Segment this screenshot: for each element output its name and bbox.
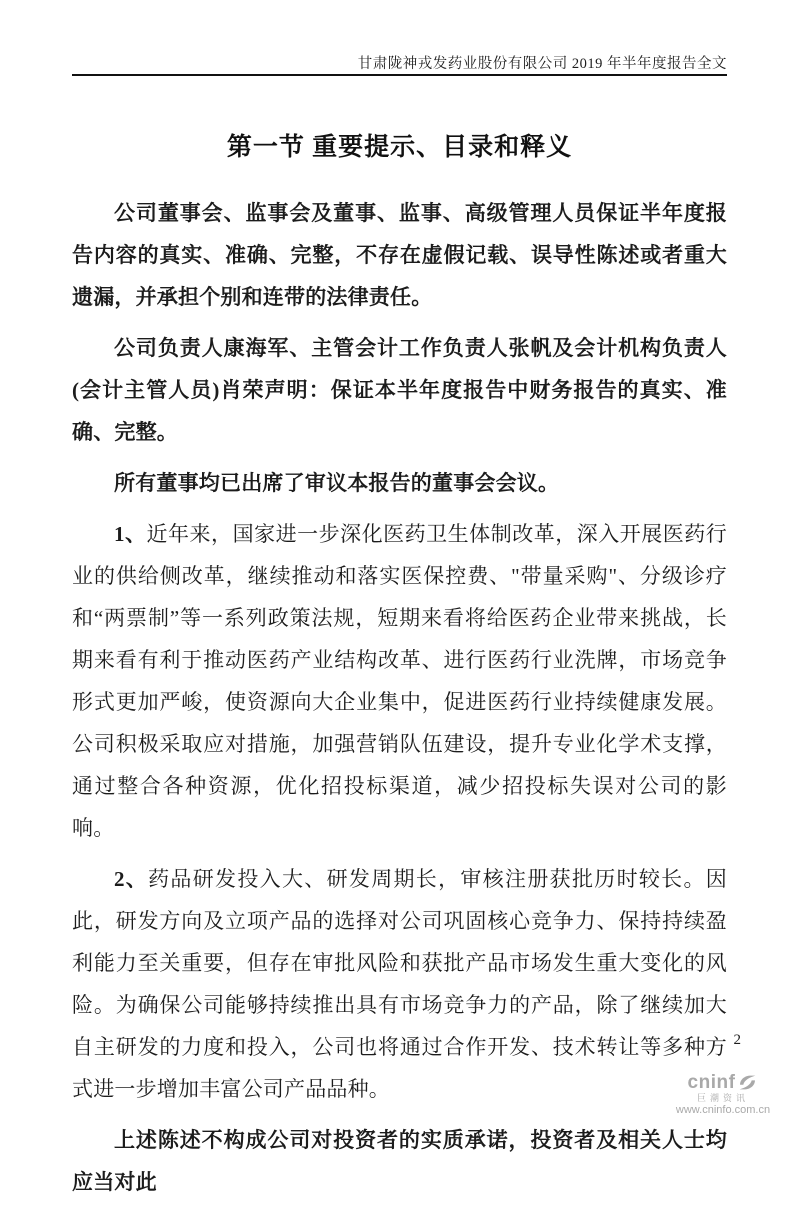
cninfo-logo-url: www.cninfo.com.cn bbox=[675, 1104, 771, 1117]
body-paragraphs bbox=[72, 192, 727, 1212]
paragraph-number: 1、 bbox=[114, 522, 147, 546]
cninfo-watermark bbox=[658, 1072, 788, 1117]
paragraph: 公司负责人康海军、主管会计工作负责人张帆及会计机构负责人(会计主管人员)肖荣声明：保证本半年度报告中财务报告的真实、准确、完整。 bbox=[72, 336, 727, 444]
cninfo-logo-subtitle: 巨潮资讯 bbox=[696, 1093, 749, 1104]
report-header: 甘肃陇神戎发药业股份有限公司 2019 年半年度报告全文 bbox=[357, 56, 727, 72]
paragraph: 上述陈述不构成公司对投资者的实质承诺，投资者及相关人士均应当对此 bbox=[72, 1128, 727, 1194]
paragraph: 公司董事会、监事会及董事、监事、高级管理人员保证半年度报告内容的真实、准确、完整，不存在虚假记载、误导性陈述或者重大遗漏，并承担个别和连带的法律责任。 bbox=[72, 201, 727, 309]
cninfo-logo-text: cninf bbox=[687, 1071, 736, 1093]
header-divider-rule bbox=[72, 74, 727, 76]
cninfo-swirl-icon bbox=[737, 1072, 758, 1093]
paragraph: 2、药品研发投入大、研发周期长，审核注册获批历时较长。因此，研发方向及立项产品的选择对公司巩固核心竞争力、保持持续盈利能力至关重要，但存在审批风险和获批产品市场发生重大变化的风险。为确保公司能够持续推出具有市场竞争力的产品，除了继续加大自主研发的力度和投入，公司也将通过合作开发、技术转让等多种方式进一步增加丰富公司产品品种。 bbox=[72, 867, 727, 1101]
section-title: 第一节 重要提示、目录和释义 bbox=[226, 134, 573, 161]
paragraph: 1、近年来，国家进一步深化医药卫生体制改革，深入开展医药行业的供给侧改革，继续推动和落实医保控费、"带量采购"、分级诊疗和“两票制”等一系列政策法规，短期来看将给医药企业带来挑战，长期来看有利于推动医药产业结构改革、进行医药行业洗牌，市场竞争形式更加严峻，使资源向大企业集中，促进医药行业持续健康发展。 公司积极采取应对措施，加强营销队伍建设，提升专业化学术支撑，通过整合各种资源，优化招投标渠道，减少招投标失误对公司的影响。 bbox=[72, 522, 727, 840]
paragraph-number: 2、 bbox=[114, 867, 149, 891]
page-number: 2 bbox=[733, 1032, 741, 1048]
paragraph: 所有董事均已出席了审议本报告的董事会会议。 bbox=[114, 471, 560, 495]
